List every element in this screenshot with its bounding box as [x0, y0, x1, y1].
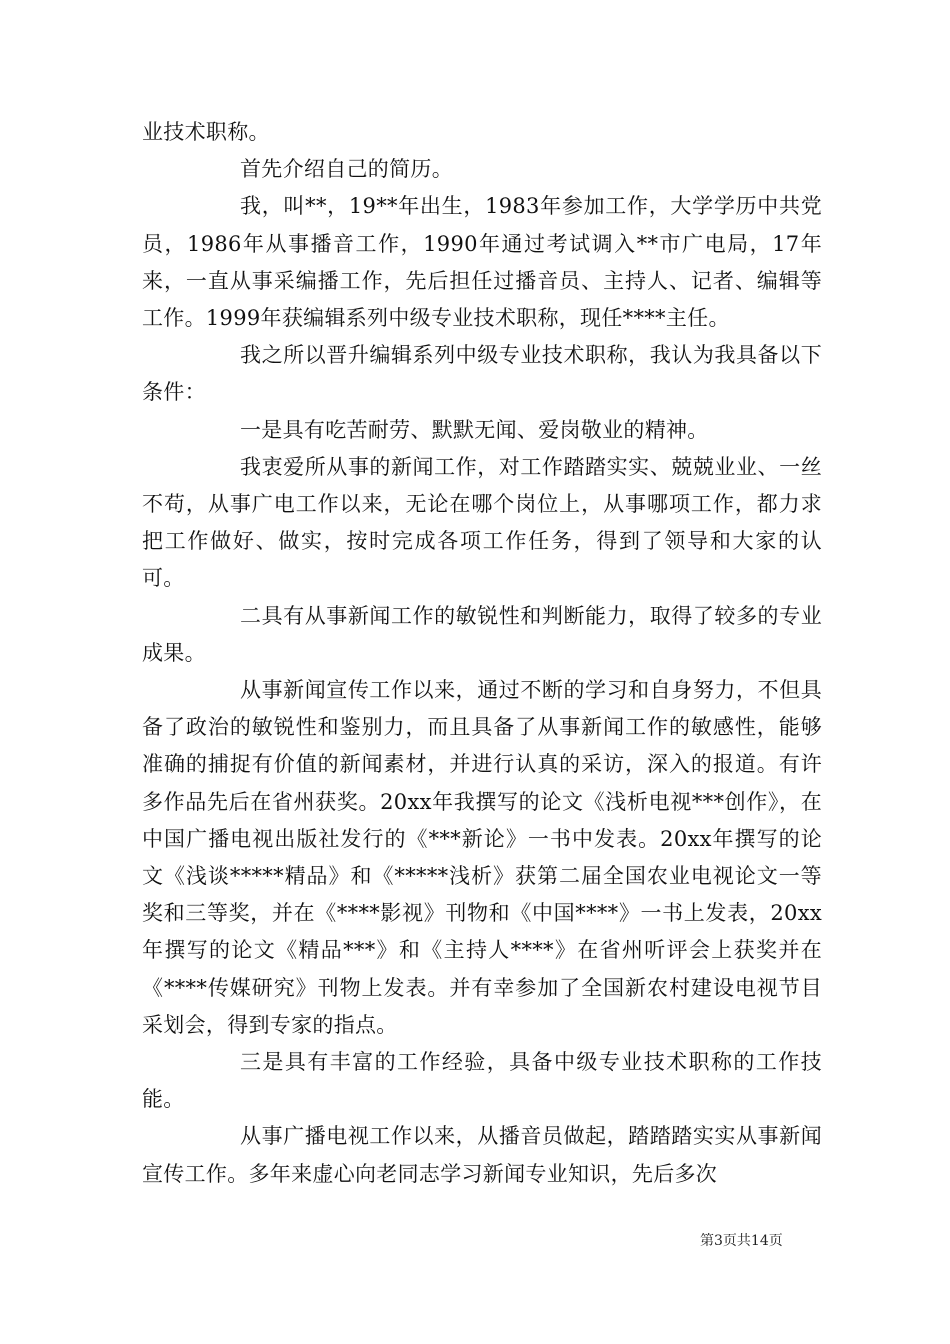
paragraph-7: 二具有从事新闻工作的敏锐性和判断能力，取得了较多的专业成果。	[142, 603, 822, 665]
paragraph-8: 从事新闻宣传工作以来，通过不断的学习和自身努力，不但具备了政治的敏锐性和鉴别力，而且具备了从事新闻工作的敏感性，能够准确的捕捉有价值的新闻素材，并进行认真的采访，深入的报道。有许多作品先后在省州获奖。20xx年我撰写的论文《浅析电视***创作》，在中国广播电视出版社发行的《***新论》一书中发表。20xx年撰写的论文《浅谈*****精品》和《*****浅析》获第二届全国农业电视论文一等奖和三等奖，并在《****影视》刊物和《中国****》一书上发表，20xx年撰写的论文《精品***》和《主持人****》在省州听评会上获奖并在《****传媒研究》刊物上发表。并有幸参加了全国新农村建设电视节目采划会，得到专家的指点。	[142, 678, 822, 1037]
page-footer: 第3页共14页	[700, 1233, 783, 1249]
document-body	[142, 114, 822, 1193]
paragraph-2: 首先介绍自己的简历。	[240, 157, 453, 182]
paragraph-1: 业技术职称。	[142, 120, 270, 144]
paragraph-4: 我之所以晋升编辑系列中级专业技术职称，我认为我具备以下条件：	[142, 343, 822, 405]
paragraph-9: 三是具有丰富的工作经验，具备中级专业技术职称的工作技能。	[142, 1050, 822, 1112]
paragraph-10: 从事广播电视工作以来，从播音员做起，踏踏踏实实从事新闻宣传工作。多年来虚心向老同志学习新闻专业知识，先后多次	[142, 1124, 822, 1186]
paragraph-3: 我，叫**，19**年出生，1983年参加工作，大学学历中共党员，1986年从事播音工作，1990年通过考试调入**市广电局，17年来，一直从事采编播工作，先后担任过播音员、主持人、记者、编辑等工作。1999年获编辑系列中级专业技术职称，现任****主任。	[142, 194, 822, 331]
paragraph-6: 我衷爱所从事的新闻工作，对工作踏踏实实、兢兢业业、一丝不苟，从事广电工作以来，无论在哪个岗位上，从事哪项工作，都力求把工作做好、做实，按时完成各项工作任务，得到了领导和大家的认可。	[142, 454, 822, 591]
paragraph-5: 一是具有吃苦耐劳、默默无闻、爱岗敬业的精神。	[240, 417, 709, 442]
